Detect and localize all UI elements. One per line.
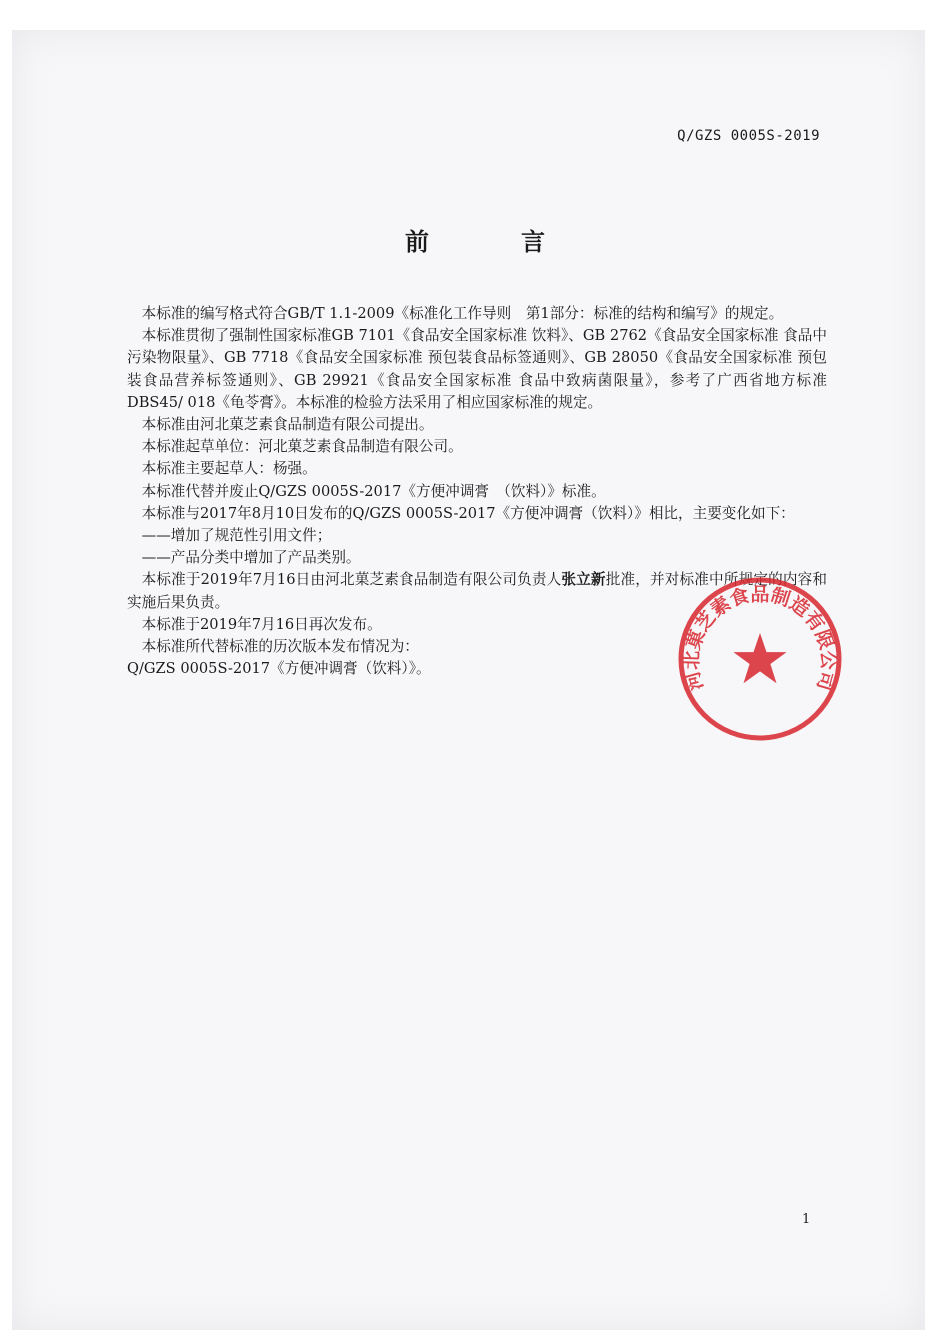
paragraph-references: 本标准贯彻了强制性国家标准GB 7101《食品安全国家标准 饮料》、GB 2762《食品安全国家标准 食品中污染物限量》、GB 7718《食品安全国家标准 预包装食品标签通则》、GB 28050《食品安全国家标准 预包装食品营养标签通则》、GB 29921《食品安全国家标准 食品中致病菌限量》，参考了广西省地方标准DBS45/ 018《龟苓膏》。本标准的检验方法采用了相应国家标准的规定。 — [127, 327, 827, 411]
seal-text: 河北菓芝素食品制造有限公司 — [680, 583, 840, 693]
paragraph-drafter: 本标准主要起草人：杨强。 — [141, 460, 317, 478]
paragraph-change-item-1: ——增加了规范性引用文件； — [141, 527, 332, 545]
document-code: Q/GZS 0005S-2019 — [677, 128, 820, 144]
paragraph-change-item-2: ——产品分类中增加了产品类别。 — [141, 549, 361, 567]
paragraph-republished: 本标准于2019年7月16日再次发布。 — [141, 615, 382, 633]
paragraph-proposer: 本标准由河北菓芝素食品制造有限公司提出。 — [141, 416, 434, 434]
approver-name: 张立新 — [561, 571, 606, 589]
paragraph-history: 本标准所代替标准的历次版本发布情况为： — [141, 638, 419, 656]
paragraph-format: 本标准的编写格式符合GB/T 1.1-2009《标准化工作导则 第1部分：标准的结构和编写》的规定。 — [141, 305, 784, 322]
paragraph-history-item: Q/GZS 0005S-2017《方便冲调膏（饮料）》。 — [127, 660, 431, 678]
paragraph-changes: 本标准与2017年8月10日发布的Q/GZS 0005S-2017《方便冲调膏（饮料）》相比，主要变化如下： — [141, 504, 795, 522]
paragraph-replaces: 本标准代替并废止Q/GZS 0005S-2017《方便冲调膏 （饮料）》标准。 — [141, 482, 606, 500]
approval-text-after: 批准，并对标准中所规定的内容和实施后果负责。 — [127, 571, 827, 611]
approval-text-before: 本标准于2019年7月16日由河北菓芝素食品制造有限公司负责人 — [141, 571, 562, 589]
page-title: 前言 — [405, 228, 637, 256]
company-seal-stamp — [676, 575, 844, 743]
seal-star-icon — [733, 633, 786, 683]
page-number: 1 — [802, 1212, 811, 1227]
paragraph-drafting-unit: 本标准起草单位：河北菓芝素食品制造有限公司。 — [141, 438, 463, 456]
